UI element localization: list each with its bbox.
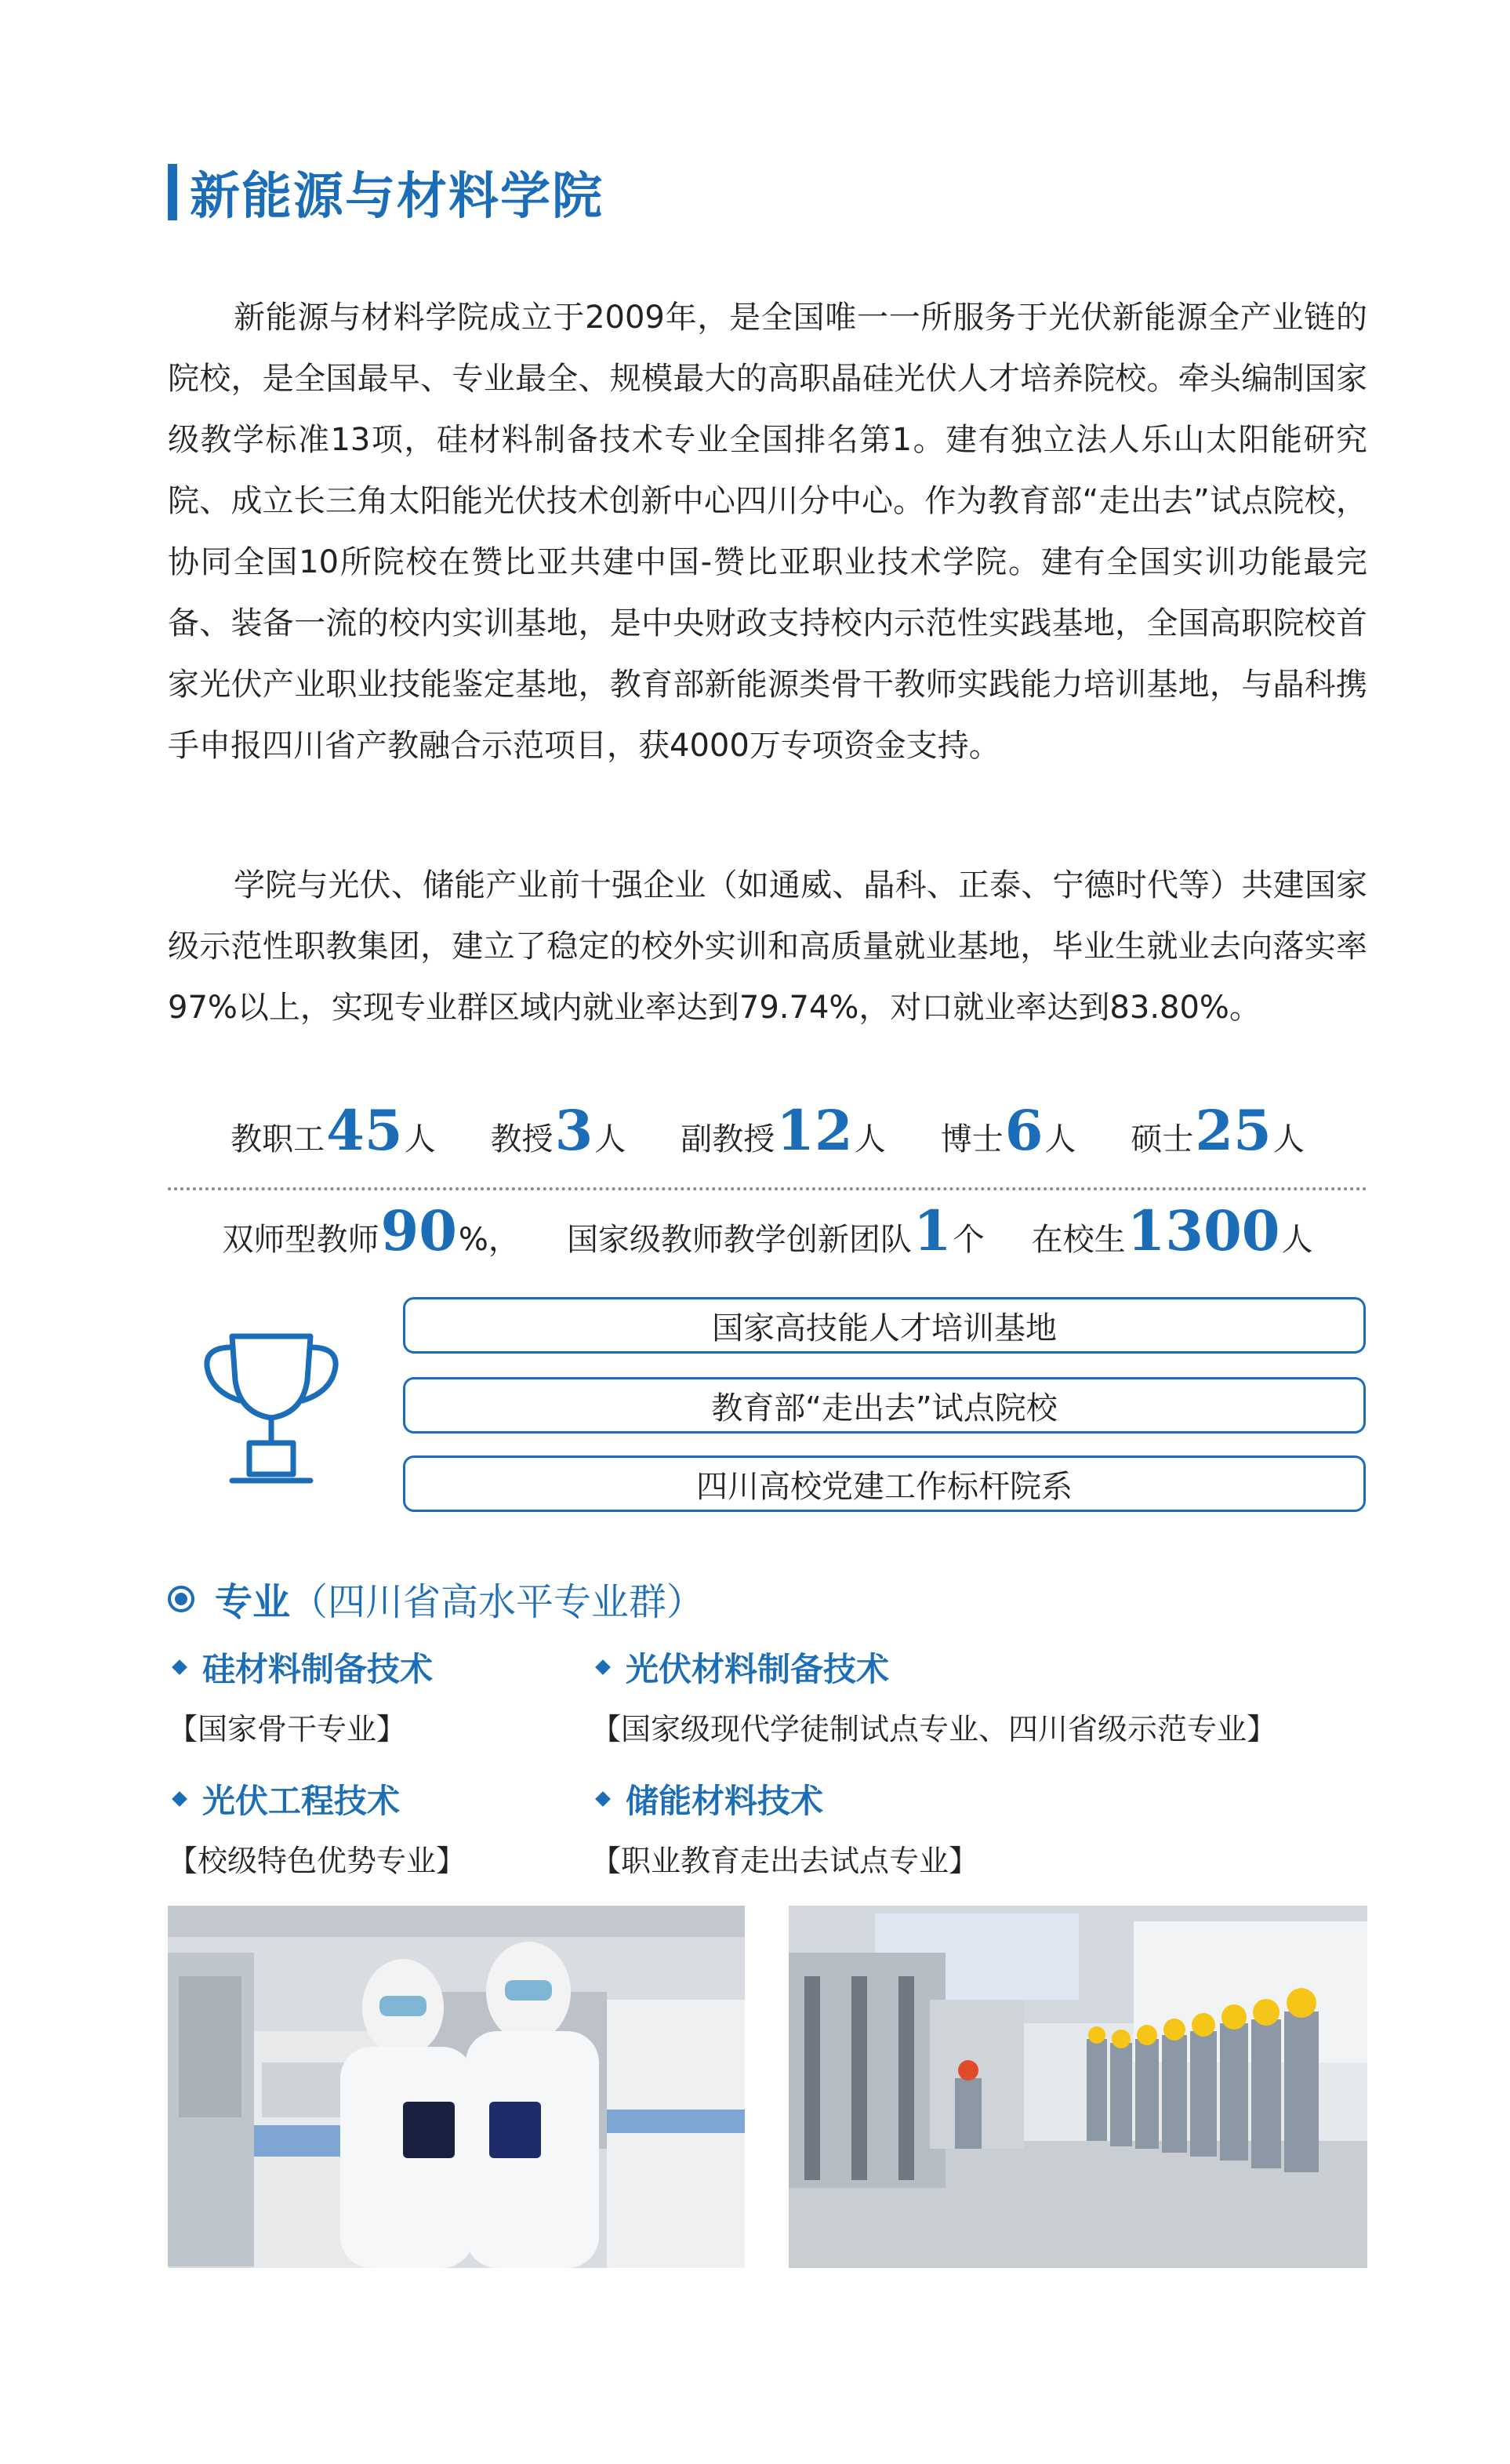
stat-value: 90 (380, 1198, 457, 1263)
section-title: 专业 (215, 1580, 291, 1624)
section-subtitle: （四川省高水平专业群） (290, 1580, 705, 1624)
stat-staff (230, 1098, 435, 1163)
stat-label: 教职工 (230, 1121, 325, 1157)
radio-circle-icon (168, 1586, 194, 1612)
stat-value: 12 (776, 1098, 853, 1163)
stat-label: 副教授 (681, 1121, 775, 1157)
major-name-row (591, 1775, 978, 1823)
honor-badge: 四川高校党建工作标杆院系 (403, 1456, 1366, 1512)
stat-master (1131, 1098, 1304, 1163)
major-name-row (168, 1775, 466, 1823)
training-base-photo (789, 1906, 1367, 2268)
staff-stats (168, 1098, 1367, 1163)
title-text: 新能源与材料学院 (190, 168, 604, 226)
stat-associate-professor (681, 1098, 885, 1163)
major-item (168, 1775, 466, 1880)
stat-value: 1 (913, 1198, 952, 1263)
stat-unit: %， (458, 1222, 520, 1258)
dotted-divider (168, 1187, 1367, 1190)
major-note: 【国家骨干专业】 (168, 1712, 407, 1746)
stat-dual-teacher (223, 1198, 520, 1263)
section-heading (168, 1572, 704, 1626)
lab-researchers-photo (168, 1906, 745, 2268)
stat-label: 博士 (940, 1121, 1004, 1157)
stat-doctor (941, 1098, 1076, 1163)
major-name-row (168, 1644, 433, 1691)
major-note: 【职业教育走出去试点专业】 (591, 1844, 979, 1878)
stat-students (1032, 1198, 1313, 1263)
employment-paragraph: 学院与光伏、储能产业前十强企业（如通威、晶科、正泰、宁德时代等）共建国家级示范性职教集团，建立了稳定的校外实训和高质量就业基地，毕业生就业去向落实率97%以上，实现专业群区域内就业率达到79.74%，对口就业率达到83.80%。 (168, 867, 1367, 1026)
major-name: 光伏工程技术 (202, 1782, 401, 1820)
stat-label: 教授 (490, 1121, 554, 1157)
stat-value: 45 (326, 1098, 403, 1163)
intro-paragraph: 新能源与材料学院成立于2009年，是全国唯一一所服务于光伏新能源全产业链的院校，是全国最早、专业最全、规模最大的高职晶硅光伏人才培养院校。牵头编制国家级教学标准13项，硅材料制备技术专业全国排名第1。建有独立法人乐山太阳能研究院、成立长三角太阳能光伏技术创新中心四川分中心。作为教育部“走出去”试点院校，协同全国10所院校在赞比亚共建中国-赞比亚职业技术学院。建有全国实训功能最完备、装备一流的校内实训基地，是中央财政支持校内示范性实践基地，全国高职院校首家光伏产业职业技能鉴定基地，教育部新能源类骨干教师实践能力培训基地，与晶科携手申报四川省产教融合示范项目，获4000万专项资金支持。 (168, 300, 1367, 764)
stat-value: 25 (1195, 1098, 1272, 1163)
honor-badge: 国家高技能人才培训基地 (403, 1297, 1366, 1354)
stat-innovation-team (567, 1198, 985, 1263)
trophy-icon (201, 1325, 342, 1490)
major-item (168, 1644, 433, 1748)
stat-label: 在校生 (1031, 1222, 1126, 1258)
stat-unit: 人 (404, 1121, 436, 1157)
stat-unit: 个 (953, 1222, 985, 1258)
radio-dot (175, 1593, 187, 1605)
major-name-row (591, 1644, 1276, 1691)
stat-label: 国家级教师教学创新团队 (566, 1222, 912, 1258)
stat-professor (491, 1098, 626, 1163)
stat-value: 1300 (1127, 1198, 1280, 1263)
stat-unit: 人 (1281, 1222, 1313, 1258)
stat-unit: 人 (594, 1121, 626, 1157)
stat-value: 6 (1004, 1098, 1044, 1163)
faculty-stats (168, 1198, 1367, 1263)
stat-label: 硕士 (1131, 1121, 1194, 1157)
major-name: 硅材料制备技术 (202, 1650, 434, 1688)
stat-value: 3 (554, 1098, 593, 1163)
page-title (168, 157, 604, 227)
diamond-icon (172, 1659, 187, 1675)
diamond-icon (172, 1791, 187, 1807)
title-accent-bar (168, 164, 177, 220)
major-name: 储能材料技术 (626, 1782, 824, 1820)
major-name: 光伏材料制备技术 (626, 1650, 890, 1688)
major-note: 【国家级现代学徒制试点专业、四川省级示范专业】 (591, 1712, 1277, 1746)
diamond-icon (595, 1791, 611, 1807)
diamond-icon (595, 1659, 611, 1675)
stat-unit: 人 (1044, 1121, 1076, 1157)
stat-unit: 人 (854, 1121, 886, 1157)
stat-label: 双师型教师 (222, 1222, 379, 1258)
honor-badge: 教育部“走出去”试点院校 (403, 1377, 1366, 1434)
major-item (591, 1775, 978, 1880)
major-note: 【校级特色优势专业】 (168, 1844, 466, 1878)
stat-unit: 人 (1272, 1121, 1305, 1157)
major-item (591, 1644, 1276, 1748)
